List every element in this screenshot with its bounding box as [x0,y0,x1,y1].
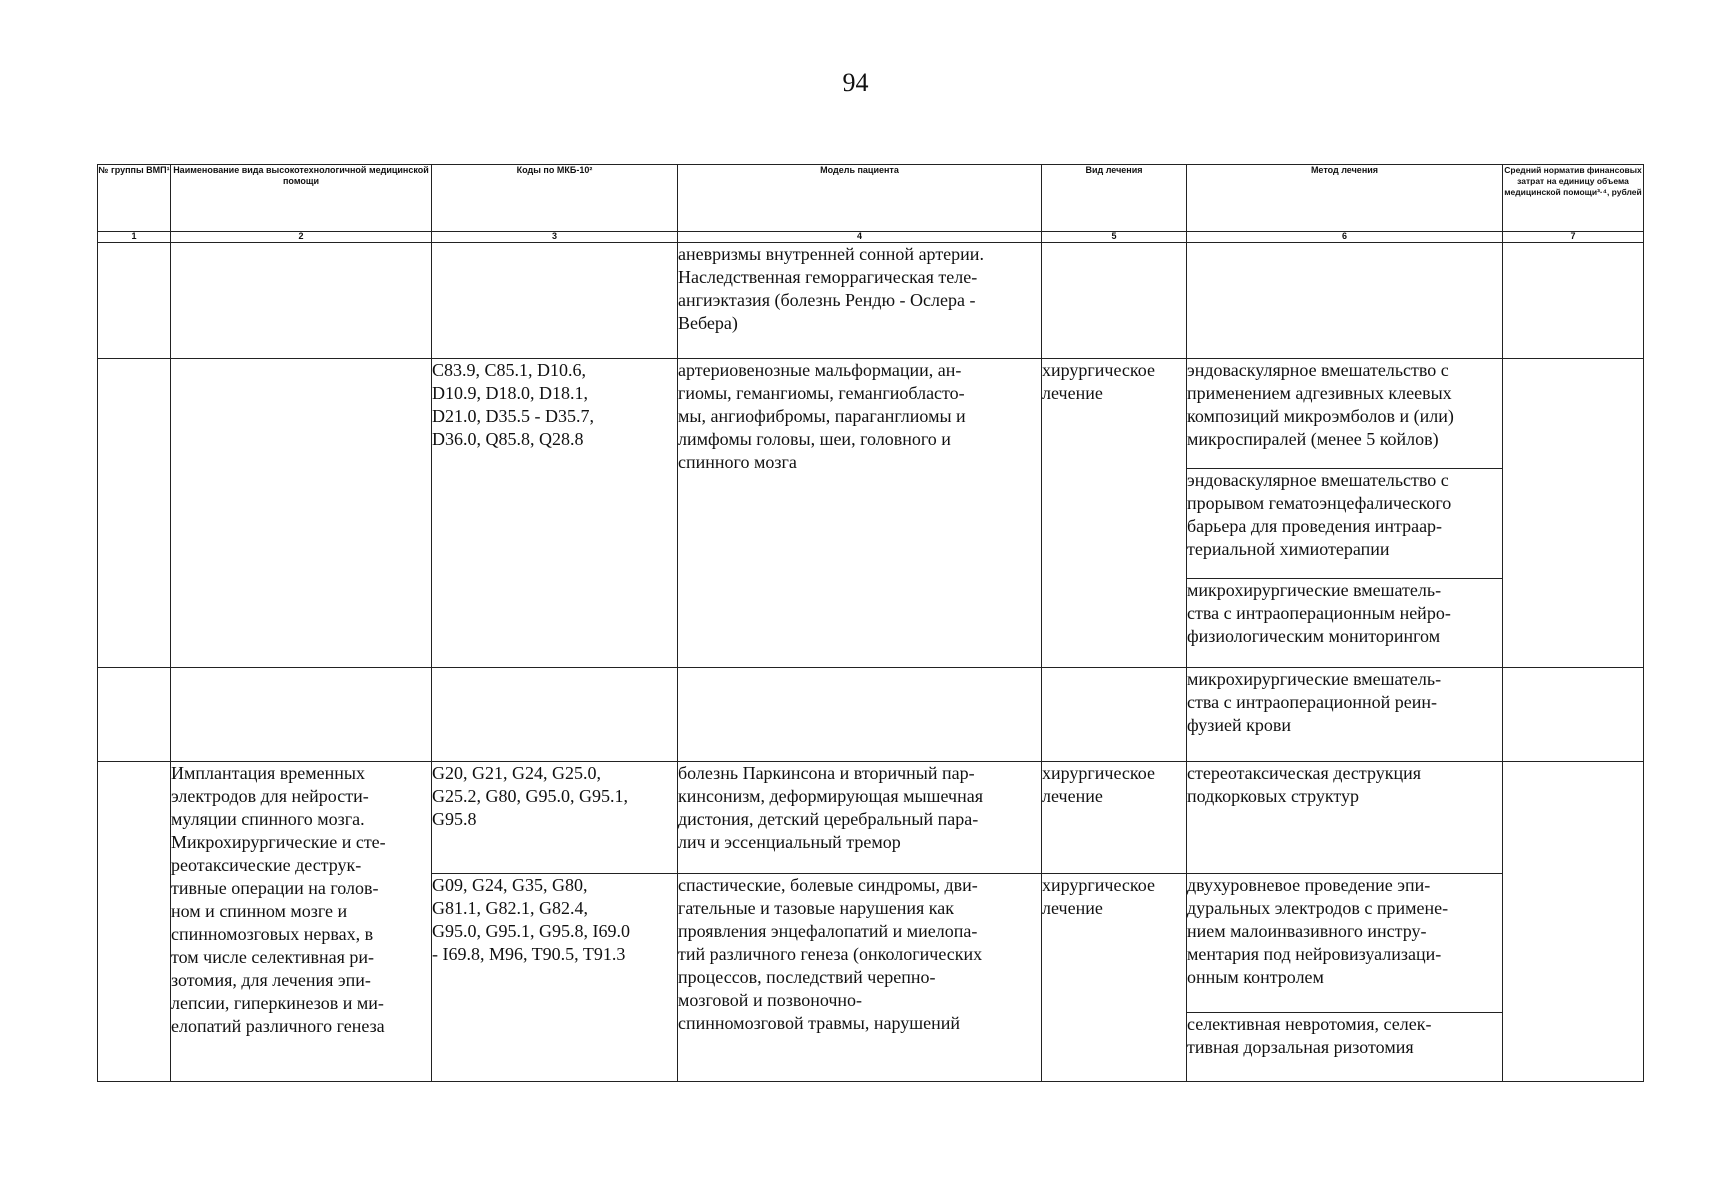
text-line: - I69.8, M96, T90.5, T91.3 [432,944,626,964]
treatment-type-cell [1042,668,1187,762]
text-line: D10.9, D18.0, D18.1, [432,383,588,403]
text-line: подкорковых структур [1187,786,1360,806]
text-line: реотаксические деструк- [171,855,362,875]
treatment-method-cell [1187,359,1503,469]
treatment-type-cell [1042,762,1187,874]
treatment-type-cell [1042,243,1187,359]
text-line: лич и эссенциальный тремор [678,832,901,852]
text-line: болезнь Паркинсона и вторичный пар- [678,763,975,783]
text-line: лечение [1042,786,1103,806]
text-line: ном и спинном мозге и [171,901,348,921]
cost-cell [1503,359,1644,668]
text-line: C83.9, C85.1, D10.6, [432,360,587,380]
text-line: зотомия, для лечения эпи- [171,970,371,990]
cost-cell [1503,668,1644,762]
treatment-method-cell [1187,1013,1503,1082]
text-line: артериовенозные мальформации, ан- [678,360,962,380]
text-line: двухуровневое проведение эпи- [1187,875,1431,895]
text-line: Наследственная геморрагическая теле- [678,267,978,287]
header-treatment-method: Метод лечения [1187,165,1503,232]
text-line: микрохирургические вмешатель- [1187,580,1442,600]
text-line: G95.8 [432,809,477,829]
patient-model-cell [678,762,1042,874]
text-line: D21.0, D35.5 - D35.7, [432,406,594,426]
text-line: хирургическое [1042,875,1155,895]
text-line: лимфомы головы, шеи, головного и [678,429,951,449]
text-line: спинного мозга [678,452,797,472]
text-line: Вебера) [678,313,738,333]
text-line: электродов для нейрости- [171,786,369,806]
text-line: лечение [1042,383,1103,403]
table-row [98,762,1644,874]
group-number-cell [98,762,171,1082]
text-line: елопатий различного генеза [171,1016,385,1036]
text-line: спинномозговых нервах, в [171,924,374,944]
text-line: лепсии, гиперкинезов и ми- [171,993,384,1013]
text-line: эндоваскулярное вмешательство с [1187,360,1449,380]
care-type-cell [171,359,432,668]
treatment-method-cell [1187,579,1503,668]
text-line: муляции спинного мозга. [171,809,365,829]
text-line: G20, G21, G24, G25.0, [432,763,601,783]
text-line: том числе селективная ри- [171,947,375,967]
text-line: G95.0, G95.1, G95.8, I69.0 [432,921,630,941]
text-line: прорывом гематоэнцефалического [1187,493,1452,513]
patient-model-cell [678,668,1042,762]
header-icd-codes: Коды по МКБ-10² [432,165,678,232]
care-type-cell [171,762,432,1082]
header-row [98,165,1644,232]
text-line: онным контролем [1187,967,1324,987]
column-number: 4 [678,232,1042,243]
text-line: териальной химиотерапии [1187,539,1390,559]
icd-codes-cell [432,668,678,762]
column-number: 6 [1187,232,1503,243]
text-line: ства с интраоперационной реин- [1187,692,1437,712]
header-patient-model: Модель пациента [678,165,1042,232]
text-line: гиомы, гемангиомы, гемангиобласто- [678,383,965,403]
text-line: аневризмы внутренней сонной артерии. [678,244,984,264]
column-number-row [98,232,1644,243]
treatment-type-cell [1042,359,1187,668]
text-line: дуральных электродов с примене- [1187,898,1449,918]
text-line: G25.2, G80, G95.0, G95.1, [432,786,628,806]
text-line: тий различного генеза (онкологических [678,944,983,964]
text-line: применением адгезивных клеевых [1187,383,1452,403]
table-row [98,668,1644,762]
text-line: тивная дорзальная ризотомия [1187,1037,1414,1057]
icd-codes-cell [432,762,678,874]
header-group-number: № группы ВМП¹ [98,165,171,232]
text-line: дистония, детский церебральный пара- [678,809,979,829]
text-line: процессов, последствий черепно- [678,967,936,987]
column-number: 3 [432,232,678,243]
text-line: ментария под нейровизуализаци- [1187,944,1442,964]
text-line: спинномозговой травмы, нарушений [678,1013,961,1033]
table-row [98,359,1644,469]
text-line: стереотаксическая деструкция [1187,763,1422,783]
text-line: эндоваскулярное вмешательство с [1187,470,1449,490]
text-line: тивные операции на голов- [171,878,379,898]
group-number-cell [98,359,171,668]
text-line: нием малоинвазивного инстру- [1187,921,1427,941]
page-number: 94 [842,68,869,97]
text-line: Микрохирургические и сте- [171,832,386,852]
text-line: спастические, болевые синдромы, дви- [678,875,978,895]
group-number-cell [98,668,171,762]
treatment-method-cell [1187,243,1503,359]
text-line: микрохирургические вмешатель- [1187,669,1442,689]
text-line: физиологическим мониторингом [1187,626,1441,646]
text-line: D36.0, Q85.8, Q28.8 [432,429,584,449]
icd-codes-cell [432,359,678,668]
table-row [98,243,1644,359]
text-line: G81.1, G82.1, G82.4, [432,898,588,918]
group-number-cell [98,243,171,359]
text-line: мозговой и позвоночно- [678,990,863,1010]
column-number: 7 [1503,232,1644,243]
header-care-type: Наименование вида высокотехнологичной медицинской помощи [171,165,432,232]
text-line: хирургическое [1042,763,1155,783]
icd-codes-cell [432,243,678,359]
patient-model-cell [678,243,1042,359]
text-line: фузией крови [1187,715,1291,735]
treatment-method-cell [1187,874,1503,1013]
cost-cell [1503,762,1644,1082]
text-line: ангиэктазия (болезнь Рендю - Ослера - [678,290,976,310]
text-line: Имплантация временных [171,763,365,783]
text-line: G09, G24, G35, G80, [432,875,588,895]
treatment-method-cell [1187,469,1503,579]
treatment-method-cell [1187,762,1503,874]
icd-codes-cell [432,874,678,1082]
text-line: микроспиралей (менее 5 койлов) [1187,429,1439,449]
text-line: композиций микроэмболов и (или) [1187,406,1454,426]
text-line: лечение [1042,898,1103,918]
treatment-method-cell [1187,668,1503,762]
column-number: 2 [171,232,432,243]
column-number: 1 [98,232,171,243]
text-line: ства с интраоперационным нейро- [1187,603,1451,623]
text-line: кинсонизм, деформирующая мышечная [678,786,983,806]
text-line: гательные и тазовые нарушения как [678,898,954,918]
header-treatment-type: Вид лечения [1042,165,1187,232]
text-line: хирургическое [1042,360,1155,380]
treatment-type-cell [1042,874,1187,1082]
patient-model-cell [678,359,1042,668]
care-type-cell [171,243,432,359]
header-cost-standard: Средний норматив финансовых затрат на единицу объема медицинской помощи³·⁴, рублей [1503,165,1644,232]
column-number: 5 [1042,232,1187,243]
cost-cell [1503,243,1644,359]
text-line: проявления энцефалопатий и миелопа- [678,921,978,941]
vmp-table [97,164,1644,1082]
care-type-cell [171,668,432,762]
patient-model-cell [678,874,1042,1082]
text-line: барьера для проведения интраар- [1187,516,1443,536]
text-line: селективная невротомия, селек- [1187,1014,1432,1034]
text-line: мы, ангиофибромы, параганглиомы и [678,406,966,426]
